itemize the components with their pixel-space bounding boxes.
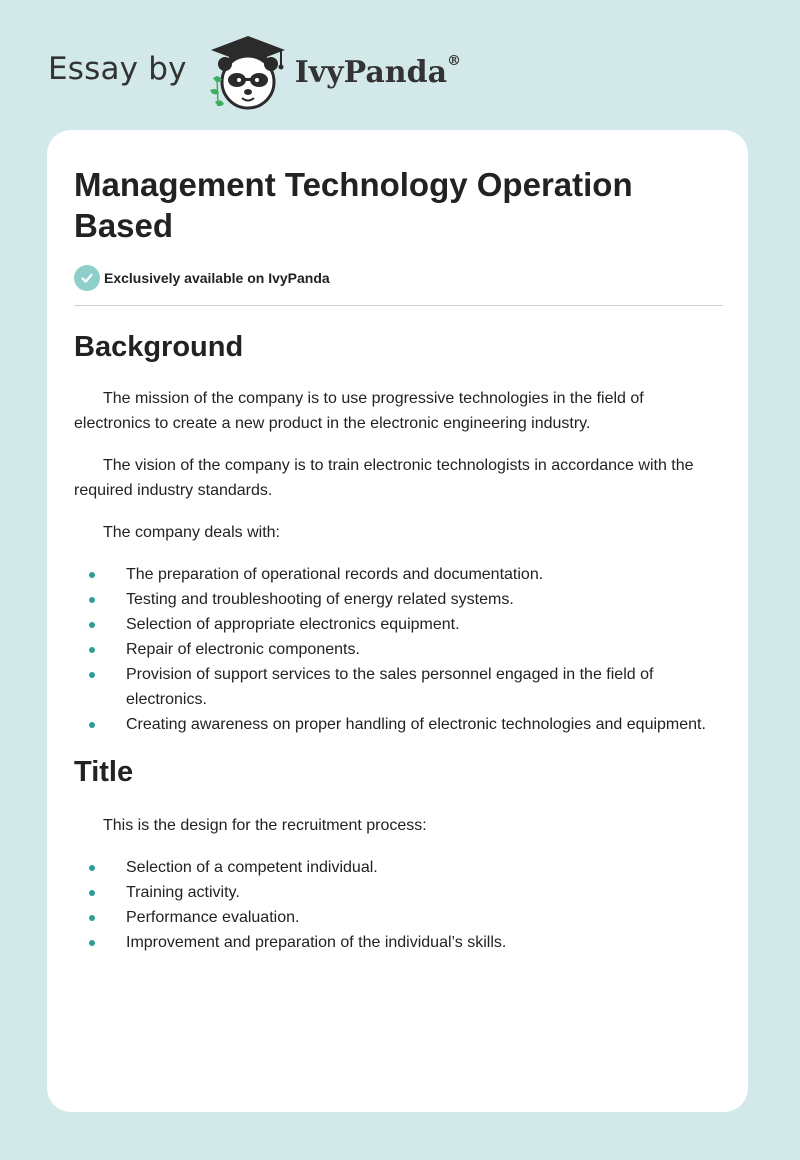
paragraph-vision: The vision of the company is to train electronic technologists in accordance with the required industry standards. [74, 457, 694, 499]
list-item: The preparation of operational records and documentation. [74, 562, 723, 587]
essay-card [47, 130, 748, 1112]
exclusive-badge [74, 265, 723, 291]
bullet-icon [89, 622, 95, 628]
brand-name[interactable]: IvyPanda® [294, 52, 462, 90]
list-item: Testing and troubleshooting of energy related systems. [74, 587, 723, 612]
list-item: Selection of a competent individual. [74, 855, 723, 880]
paragraph-deals-with: The company deals with: [103, 524, 280, 541]
essay-content [74, 130, 723, 955]
site-header [48, 32, 461, 112]
section-heading-title: Title [74, 756, 134, 788]
paragraph-recruitment: This is the design for the recruitment process: [103, 817, 427, 834]
list-item: Repair of electronic components. [74, 637, 723, 662]
bullet-icon [89, 915, 95, 921]
page-title: Management Technology Operation Based [74, 166, 633, 244]
list-item: Improvement and preparation of the individual’s skills. [74, 930, 723, 955]
list-item: Training activity. [74, 880, 723, 905]
bullet-icon [89, 572, 95, 578]
bullet-icon [89, 890, 95, 896]
section-heading-background: Background [74, 331, 244, 363]
exclusive-label: Exclusively available on IvyPanda [104, 270, 330, 286]
check-icon [74, 265, 100, 291]
bullet-icon [89, 722, 95, 728]
divider [74, 305, 723, 306]
bullet-icon [89, 647, 95, 653]
recruitment-list [74, 855, 723, 955]
bullet-icon [89, 940, 95, 946]
list-item: Provision of support services to the sales personnel engaged in the field of electronics. [74, 662, 723, 712]
essay-by-label: Essay by [48, 51, 187, 87]
bullet-icon [89, 672, 95, 678]
list-item: Selection of appropriate electronics equipment. [74, 612, 723, 637]
list-item: Performance evaluation. [74, 905, 723, 930]
background-list [74, 562, 723, 737]
bullet-icon [89, 865, 95, 871]
paragraph-mission: The mission of the company is to use progressive technologies in the field of electronics to create a new product in the electronic engineering industry. [74, 390, 644, 432]
list-item: Creating awareness on proper handling of electronic technologies and equipment. [74, 712, 723, 737]
panda-logo-icon[interactable] [203, 32, 293, 112]
bullet-icon [89, 597, 95, 603]
